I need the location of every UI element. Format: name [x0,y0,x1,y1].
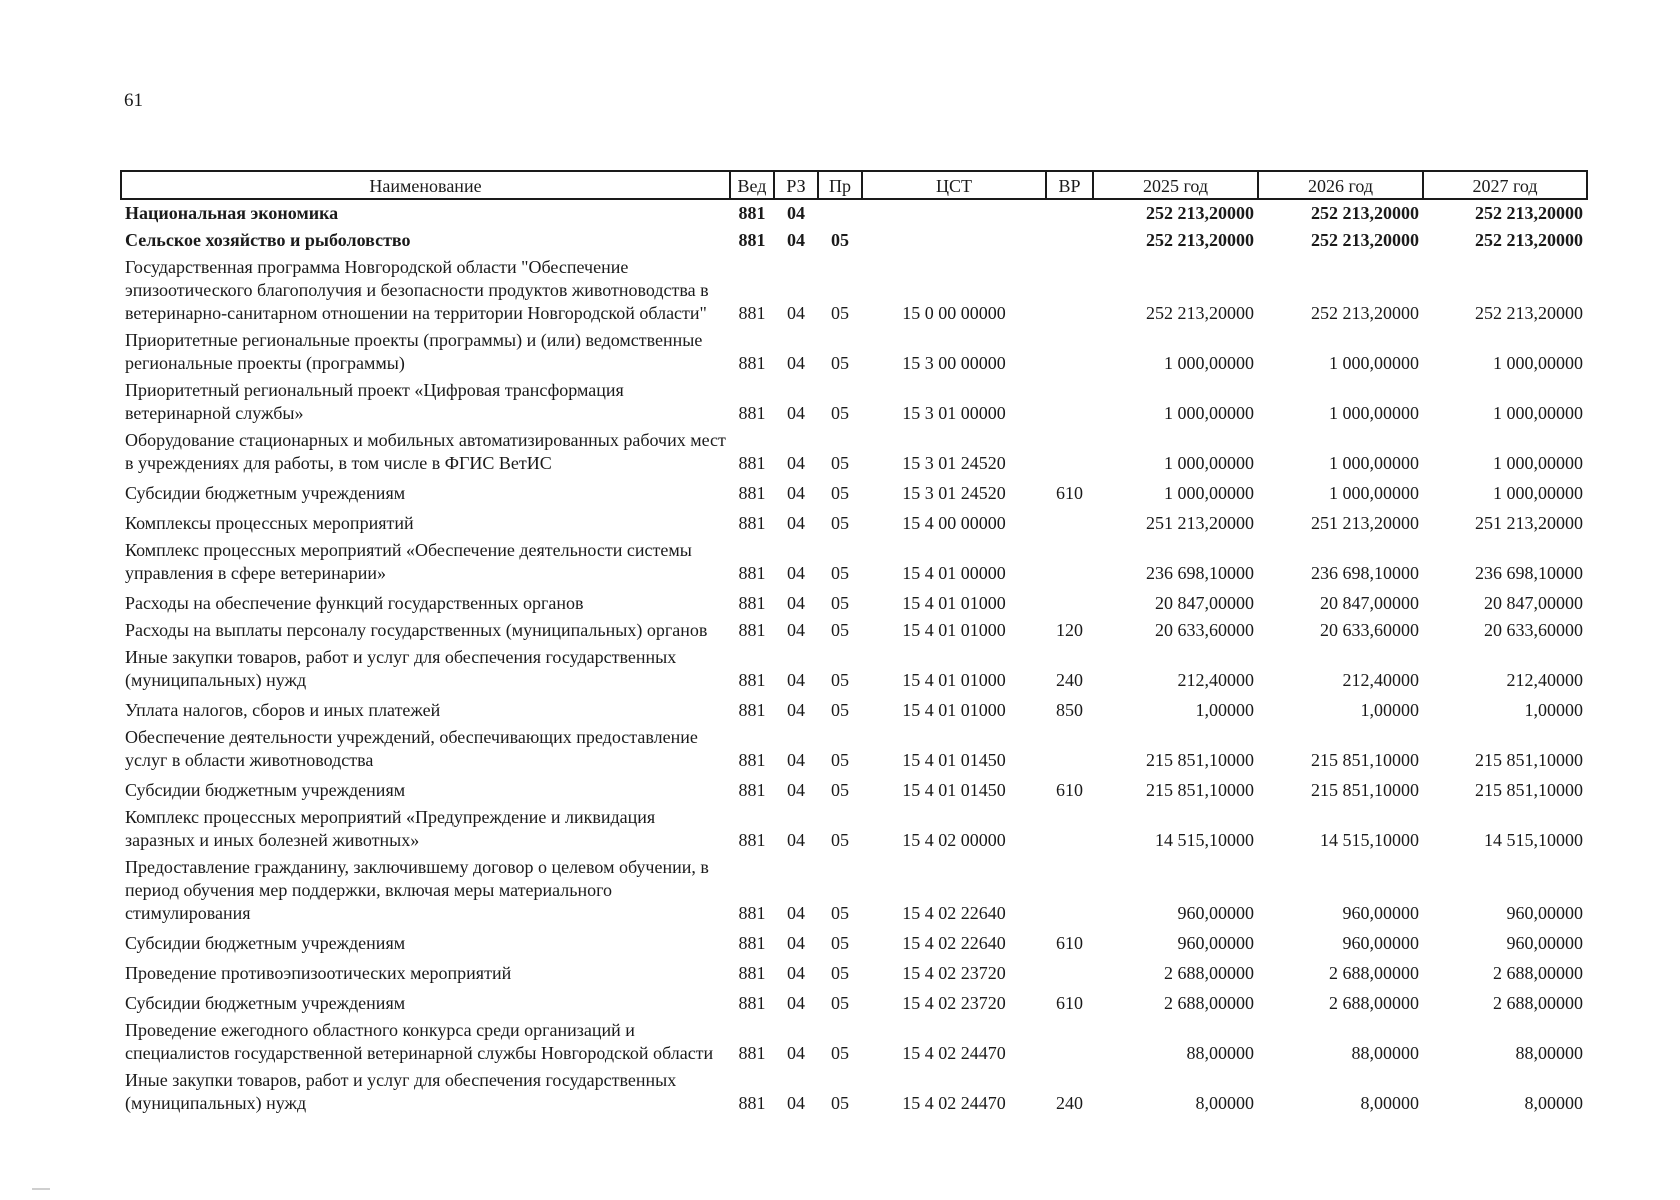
cell-y2025: 960,00000 [1177,903,1254,923]
cell-y2025: 251 213,20000 [1146,513,1254,533]
cell-y2027: 252 213,20000 [1475,230,1583,250]
cell-y2027: 236 698,10000 [1475,563,1583,583]
cell-y2025: 252 213,20000 [1146,203,1254,223]
cell-pr: 05 [831,700,849,720]
cell-cst: 15 4 01 01000 [902,620,1006,640]
cell-y2026: 1 000,00000 [1329,483,1419,503]
header-cst: ЦСТ [862,171,1046,199]
cell-rz: 04 [787,830,805,850]
table-row [121,854,1587,927]
cell-ved: 881 [738,303,766,323]
cell-name: Проведение противоэпизоотических мероприятий [125,963,512,983]
cell-vr [1046,854,1093,927]
cell-pr: 05 [831,620,849,640]
page-number: 61 [124,90,143,111]
cell-name: Предоставление гражданину, заключившему договор о целевом обучении, в период обучения мер поддержки, включая меры материального стимулирования [125,857,709,923]
cell-cst: 15 3 01 00000 [902,403,1006,423]
cell-y2026: 252 213,20000 [1311,230,1419,250]
cell-y2026: 1 000,00000 [1329,403,1419,423]
cell-y2027: 1 000,00000 [1493,353,1583,373]
cell-y2026: 1 000,00000 [1329,453,1419,473]
cell-rz: 04 [787,780,805,800]
cell-y2027: 252 213,20000 [1475,303,1583,323]
cell-pr: 05 [831,903,849,923]
cell-ved: 881 [738,700,766,720]
cell-rz: 04 [787,933,805,953]
cell-ved: 881 [738,903,766,923]
cell-pr: 05 [831,993,849,1013]
cell-vr [1046,804,1093,854]
cell-pr: 05 [831,670,849,690]
cell-rz: 04 [787,620,805,640]
cell-name: Государственная программа Новгородской области "Обеспечение эпизоотического благополучия и безопасности продуктов животноводства в ветеринарно-санитарном отношении на территории Новгородской области" [125,257,709,323]
cell-y2025: 212,40000 [1177,670,1254,690]
cell-y2026: 960,00000 [1342,903,1419,923]
cell-vr [1046,327,1093,377]
cell-y2025: 236 698,10000 [1146,563,1254,583]
cell-rz: 04 [787,303,805,323]
cell-cst: 15 3 01 24520 [902,483,1006,503]
cell-vr: 850 [1056,700,1083,720]
cell-cst: 15 3 00 00000 [902,353,1006,373]
cell-rz: 04 [787,1043,805,1063]
header-name: Наименование [121,171,730,199]
table-row [121,927,1587,957]
cell-y2026: 960,00000 [1342,933,1419,953]
table-row [121,987,1587,1017]
table-row [121,377,1587,427]
cell-y2027: 20 847,00000 [1484,593,1583,613]
cell-name: Субсидии бюджетным учреждениям [125,483,406,503]
cell-y2025: 1 000,00000 [1164,353,1254,373]
header-2026: 2026 год [1258,171,1423,199]
cell-rz: 04 [787,513,805,533]
cell-y2027: 1 000,00000 [1493,403,1583,423]
cell-y2026: 215 851,10000 [1311,780,1419,800]
cell-vr [1046,254,1093,327]
cell-cst: 15 0 00 00000 [902,303,1006,323]
cell-rz: 04 [787,453,805,473]
cell-y2026: 236 698,10000 [1311,563,1419,583]
cell-rz: 04 [787,353,805,373]
cell-y2025: 20 847,00000 [1155,593,1254,613]
cell-y2025: 88,00000 [1186,1043,1254,1063]
table-row [121,587,1587,617]
cell-pr: 05 [831,750,849,770]
table-row [121,1067,1587,1117]
cell-y2025: 215 851,10000 [1146,750,1254,770]
cell-rz: 04 [787,1093,805,1113]
cell-y2026: 20 847,00000 [1320,593,1419,613]
cell-y2026: 1 000,00000 [1329,353,1419,373]
header-vr: ВР [1046,171,1093,199]
cell-rz: 04 [787,230,805,250]
cell-name: Комплексы процессных мероприятий [125,513,414,533]
cell-y2027: 8,00000 [1524,1093,1583,1113]
cell-y2025: 215 851,10000 [1146,780,1254,800]
cell-vr: 610 [1056,993,1083,1013]
cell-y2027: 1,00000 [1524,700,1583,720]
cell-y2027: 215 851,10000 [1475,750,1583,770]
cell-y2027: 88,00000 [1515,1043,1583,1063]
table-row [121,774,1587,804]
cell-y2026: 20 633,60000 [1320,620,1419,640]
cell-name: Расходы на выплаты персоналу государственных (муниципальных) органов [125,620,708,640]
cell-cst: 15 4 02 23720 [902,963,1006,983]
cell-pr: 05 [831,830,849,850]
cell-cst: 15 4 01 00000 [902,563,1006,583]
cell-pr: 05 [831,453,849,473]
cell-name: Оборудование стационарных и мобильных автоматизированных рабочих мест в учреждениях для работы, в том числе в ФГИС ВетИС [125,430,726,473]
cell-name: Комплекс процессных мероприятий «Предупреждение и ликвидация заразных и иных болезней животных» [125,807,656,850]
header-pr: Пр [818,171,862,199]
table-row [121,724,1587,774]
cell-ved: 881 [738,403,766,423]
cell-y2026: 14 515,10000 [1320,830,1419,850]
budget-table [120,170,1588,1117]
cell-pr: 05 [831,933,849,953]
cell-y2027: 251 213,20000 [1475,513,1583,533]
cell-pr: 05 [831,1043,849,1063]
cell-y2027: 960,00000 [1506,903,1583,923]
cell-pr: 05 [831,353,849,373]
cell-pr: 05 [831,230,849,250]
table-row [121,804,1587,854]
cell-y2025: 2 688,00000 [1164,963,1254,983]
cell-y2027: 215 851,10000 [1475,780,1583,800]
cell-ved: 881 [738,353,766,373]
header-rz: РЗ [774,171,818,199]
cell-rz: 04 [787,203,805,223]
cell-y2027: 960,00000 [1506,933,1583,953]
cell-y2025: 20 633,60000 [1155,620,1254,640]
cell-name: Комплекс процессных мероприятий «Обеспечение деятельности системы управления в сфере ветеринарии» [125,540,692,583]
table-row [121,507,1587,537]
table-body [121,199,1587,1117]
cell-pr: 05 [831,483,849,503]
cell-ved: 881 [738,670,766,690]
cell-cst: 15 4 02 24470 [902,1093,1006,1113]
cell-ved: 881 [738,780,766,800]
cell-cst: 15 4 01 01000 [902,593,1006,613]
table-row [121,617,1587,644]
table-row [121,254,1587,327]
cell-y2027: 2 688,00000 [1493,963,1583,983]
cell-ved: 881 [738,453,766,473]
header-ved: Вед [730,171,774,199]
cell-rz: 04 [787,993,805,1013]
cell-name: Субсидии бюджетным учреждениям [125,993,406,1013]
cell-y2025: 2 688,00000 [1164,993,1254,1013]
cell-y2026: 8,00000 [1360,1093,1419,1113]
cell-y2027: 212,40000 [1506,670,1583,690]
cell-cst: 15 4 02 22640 [902,903,1006,923]
cell-pr: 05 [831,303,849,323]
cell-y2026: 212,40000 [1342,670,1419,690]
cell-cst: 15 4 02 22640 [902,933,1006,953]
cell-vr [1046,537,1093,587]
table-row [121,477,1587,507]
cell-rz: 04 [787,563,805,583]
cell-name: Иные закупки товаров, работ и услуг для обеспечения государственных (муниципальных) нужд [125,647,677,690]
cell-cst: 15 4 01 01000 [902,670,1006,690]
cell-cst: 15 4 02 23720 [902,993,1006,1013]
cell-vr [1046,957,1093,987]
header-row [121,171,1587,199]
cell-y2026: 88,00000 [1351,1043,1419,1063]
table-row [121,694,1587,724]
cell-ved: 881 [738,830,766,850]
cell-pr: 05 [831,963,849,983]
cell-name: Сельское хозяйство и рыболовство [125,230,411,250]
cell-vr: 610 [1056,483,1083,503]
cell-y2025: 252 213,20000 [1146,303,1254,323]
cell-name: Расходы на обеспечение функций государственных органов [125,593,584,613]
cell-pr: 05 [831,403,849,423]
cell-y2025: 1 000,00000 [1164,403,1254,423]
table-row [121,327,1587,377]
cell-vr [1046,227,1093,254]
cell-vr [1046,199,1093,227]
cell-name: Иные закупки товаров, работ и услуг для обеспечения государственных (муниципальных) нужд [125,1070,677,1113]
cell-rz: 04 [787,670,805,690]
cell-cst: 15 4 01 01450 [902,750,1006,770]
cell-y2027: 2 688,00000 [1493,993,1583,1013]
cell-pr: 05 [831,780,849,800]
scan-mark [32,1188,50,1190]
cell-ved: 881 [738,563,766,583]
cell-rz: 04 [787,483,805,503]
cell-pr: 05 [831,1093,849,1113]
cell-ved: 881 [738,203,766,223]
cell-ved: 881 [738,513,766,533]
cell-name: Проведение ежегодного областного конкурса среди организаций и специалистов государственной ветеринарной службы Новгородской области [125,1020,714,1063]
cell-y2025: 960,00000 [1177,933,1254,953]
cell-vr [1046,724,1093,774]
cell-rz: 04 [787,403,805,423]
cell-y2027: 252 213,20000 [1475,203,1583,223]
cell-cst: 15 4 00 00000 [902,513,1006,533]
cell-y2026: 2 688,00000 [1329,993,1419,1013]
header-2025: 2025 год [1093,171,1258,199]
cell-y2025: 252 213,20000 [1146,230,1254,250]
table-row [121,644,1587,694]
cell-ved: 881 [738,750,766,770]
cell-cst [862,199,1046,227]
cell-y2025: 1 000,00000 [1164,483,1254,503]
cell-name: Приоритетный региональный проект «Цифровая трансформация ветеринарной службы» [125,380,624,423]
cell-ved: 881 [738,230,766,250]
table-row [121,227,1587,254]
cell-cst: 15 3 01 24520 [902,453,1006,473]
table-row [121,1017,1587,1067]
cell-cst: 15 4 02 24470 [902,1043,1006,1063]
cell-rz: 04 [787,963,805,983]
cell-vr [1046,427,1093,477]
cell-cst: 15 4 01 01000 [902,700,1006,720]
cell-ved: 881 [738,620,766,640]
cell-vr: 610 [1056,780,1083,800]
cell-ved: 881 [738,933,766,953]
cell-ved: 881 [738,483,766,503]
cell-name: Уплата налогов, сборов и иных платежей [125,700,441,720]
cell-y2025: 1,00000 [1195,700,1254,720]
cell-ved: 881 [738,593,766,613]
cell-y2025: 8,00000 [1195,1093,1254,1113]
cell-pr: 05 [831,563,849,583]
cell-vr [1046,507,1093,537]
cell-y2026: 252 213,20000 [1311,203,1419,223]
cell-name: Национальная экономика [125,203,339,223]
cell-y2027: 1 000,00000 [1493,453,1583,473]
table-row [121,537,1587,587]
cell-vr [1046,377,1093,427]
cell-y2027: 14 515,10000 [1484,830,1583,850]
cell-name: Обеспечение деятельности учреждений, обеспечивающих предоставление услуг в области животноводства [125,727,698,770]
cell-ved: 881 [738,993,766,1013]
cell-rz: 04 [787,700,805,720]
cell-y2026: 252 213,20000 [1311,303,1419,323]
cell-vr [1046,587,1093,617]
cell-vr: 240 [1056,1093,1083,1113]
cell-name: Приоритетные региональные проекты (программы) и (или) ведомственные региональные проекты (программы) [125,330,703,373]
cell-y2027: 20 633,60000 [1484,620,1583,640]
cell-name: Субсидии бюджетным учреждениям [125,933,406,953]
cell-vr: 240 [1056,670,1083,690]
cell-cst: 15 4 02 00000 [902,830,1006,850]
cell-ved: 881 [738,1093,766,1113]
cell-rz: 04 [787,593,805,613]
cell-y2026: 215 851,10000 [1311,750,1419,770]
cell-y2026: 2 688,00000 [1329,963,1419,983]
cell-y2027: 1 000,00000 [1493,483,1583,503]
cell-cst: 15 4 01 01450 [902,780,1006,800]
cell-ved: 881 [738,1043,766,1063]
cell-name: Субсидии бюджетным учреждениям [125,780,406,800]
cell-rz: 04 [787,750,805,770]
cell-pr: 05 [831,513,849,533]
table-row [121,199,1587,227]
cell-vr: 610 [1056,933,1083,953]
header-2027: 2027 год [1423,171,1587,199]
cell-y2025: 14 515,10000 [1155,830,1254,850]
cell-ved: 881 [738,963,766,983]
table-row [121,957,1587,987]
cell-rz: 04 [787,903,805,923]
cell-vr [1046,1017,1093,1067]
cell-vr: 120 [1056,620,1083,640]
cell-pr: 05 [831,593,849,613]
cell-y2026: 251 213,20000 [1311,513,1419,533]
cell-y2026: 1,00000 [1360,700,1419,720]
cell-pr [818,199,862,227]
cell-cst [862,227,1046,254]
table-row [121,427,1587,477]
cell-y2025: 1 000,00000 [1164,453,1254,473]
